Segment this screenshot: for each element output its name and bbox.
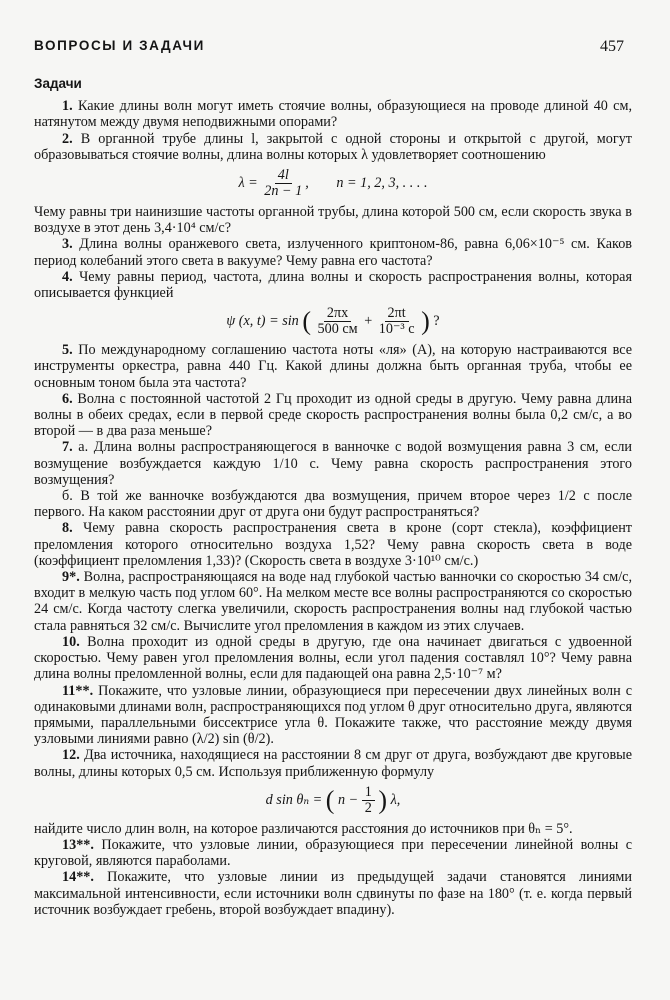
fraction-numerator: 1: [362, 785, 375, 801]
formula-fraction: [362, 785, 375, 816]
formula-lhs: λ =: [238, 174, 258, 191]
problem-number: 4.: [62, 268, 73, 285]
running-head: [34, 38, 624, 58]
problem-number: 8.: [62, 520, 73, 537]
problem-number: 9*.: [62, 569, 80, 586]
problem-7a: [34, 439, 632, 488]
problem-text: а. Длина волны распространяющегося в ванночке с водой возмущения равна 3 см, если возмущение возбуждается каждую 1/10 с. Чему равна скорость распространения этого возмущения?: [34, 439, 632, 488]
problem-10: [34, 634, 632, 683]
problem-12: [34, 747, 632, 779]
problem-number: 1.: [62, 98, 73, 115]
fraction-numerator: 4l: [275, 168, 292, 184]
problem-number: 2.: [62, 130, 73, 147]
formula-wave-function: ψ (x, t) = sin ( 2πx 500 см + 2πt 10⁻³ с ) ?: [226, 305, 440, 338]
formula-fraction-2: [376, 306, 418, 337]
problem-4: [34, 269, 632, 301]
section-title: Задачи: [34, 76, 82, 91]
fraction-numerator: 2πx: [324, 306, 351, 322]
formula-fraction-1: [315, 306, 361, 337]
page-number: 457: [600, 38, 624, 55]
problem-7b: б. В той же ванночке возбуждаются два возмущения, причем второе через 1/2 с после первого. На каком расстоянии друг от друга они будут распространяться?: [34, 488, 632, 521]
problem-number: 3.: [62, 236, 73, 253]
problem-6: [34, 391, 632, 440]
problem-text: Какие длины волн могут иметь стоячие волны, образующиеся на проводе длиной 40 см, натянутом между двумя неподвижными опорами?: [34, 98, 633, 131]
problem-text: Длина волны оранжевого света, излученного криптоном-86, равна 6,06×10⁻⁵ см. Каков период колебаний этого света в вакууме? Чему равна его частота?: [34, 236, 633, 269]
formula-plus: +: [364, 313, 373, 329]
formula-lhs: d sin θₙ =: [265, 791, 323, 808]
problem-text: Покажите, что узловые линии, образующиеся при пересечении линейной волны с круговой, являются параболами.: [34, 836, 632, 870]
problem-number: 11**.: [62, 682, 94, 699]
problem-text: Покажите, что узловые линии из предыдущей задачи становятся линиями максимальной интенсивности, если источники волн сдвинуты по фазе на 180° (т. е. когда первый источник возбуждает гребень, второй возбуждает впадину).: [34, 869, 632, 918]
fraction-numerator: 2πt: [385, 306, 409, 322]
problem-number: 12.: [62, 747, 80, 764]
problem-text: Волна с постоянной частотой 2 Гц проходит из одной среды в другую. Чему равна длина волны в обеих средах, если в первой среде скорость распространения волны была 0,2 см/с, а во второй — в два раза меньше?: [34, 390, 633, 440]
problem-text: Волна, распространяющаяся на воде над глубокой частью ванночки со скоростью 34 см/с, входит в мелкую часть под углом 60°. На мелком месте все волны распространяются со скоростью 24 см/с. Когда частоту слегка увеличили, скорость распространения волны над глубокой частью стала равняться 32 см/с. Вычислите угол преломления в каждом из этих случаев.: [34, 569, 632, 634]
problem-number: 13**.: [62, 836, 94, 853]
formula-wavelength: λ = $\frac{4l}{2n - 1}$ , n = 1, 2, 3, . . . .: [238, 167, 428, 200]
problem-text: Покажите, что узловые линии, образующиеся при пересечении двух линейных волн с одинаковыми длинами волн, распространяющихся под углом θ друг относительно друга, являются прямыми, параллельными биссектрисе угла θ. Покажите также, что расстояние между двумя узловыми линиями равно (λ/2) sin (θ/2).: [34, 682, 633, 748]
problem-2-continuation: Чему равны три наинизшие частоты органной трубы, длина которой 500 см, если скорость звука в воздухе в этот день 3,4·10⁴ см/с?: [34, 204, 632, 237]
problem-text: Чему равна скорость распространения света в кроне (сорт стекла), коэффициент преломления которого относительно воздуха 1,52? Чему равна скорость света в воде (коэффициент преломления 1,33)? (Скорость света в воздухе 3·10¹⁰ см/с.): [34, 520, 632, 569]
fraction-denominator: 500 см: [317, 321, 358, 338]
problem-text: В органной трубе длины l, закрытой с одной стороны и открытой с другой, могут образовываться стоячие волны, длина волны которых λ удовлетворяет соотношению: [34, 130, 632, 163]
formula-fraction: [261, 168, 305, 199]
running-title: ВОПРОСЫ И ЗАДАЧИ: [34, 38, 205, 53]
problem-text: Волна проходит из одной среды в другую, где она начинает двигаться с удвоенной скоростью. Чему равен угол преломления волны, если угол падения составлял 10°? Чему равна длина волны преломленной волны, если для падающей она равна 2,5·10⁻⁷ м?: [34, 633, 633, 683]
problem-5: [34, 342, 632, 391]
formula-path-difference: d sin θₙ = ( n − $\frac{1}{2}$ ) λ,: [265, 783, 401, 816]
problem-11: [34, 683, 632, 748]
problem-number: 7.: [62, 439, 73, 456]
problem-1: [34, 98, 632, 130]
formula-rhs: λ,: [390, 791, 401, 808]
fraction-denominator: 2: [364, 799, 372, 816]
problem-13: [34, 837, 632, 869]
problem-number: 6.: [62, 390, 73, 407]
problem-number: 5.: [62, 342, 73, 359]
problem-text: Два источника, находящиеся на расстоянии 8 см друг от друга, возбуждают две круговые волны, длины которых 0,5 см. Используя приближенную формулу: [34, 747, 633, 780]
problem-text: Чему равны период, частота, длина волны и скорость распространения волны, которая описывается функцией: [34, 268, 633, 302]
problems-section: [34, 76, 632, 918]
formula-tail: n = 1, 2, 3, . . . .: [336, 174, 428, 191]
problem-number: 10.: [62, 633, 80, 650]
problem-8: [34, 520, 632, 569]
fraction-denominator: 10⁻³ с: [378, 321, 415, 338]
problem-3: [34, 236, 632, 268]
problem-14: [34, 869, 632, 918]
formula-question-mark: ?: [433, 313, 440, 329]
problem-12-continuation: найдите число длин волн, на которое различаются расстояния до источников при θₙ = 5°.: [34, 820, 573, 837]
problem-number: 14**.: [62, 869, 94, 886]
formula-lhs: ψ (x, t) = sin: [226, 313, 299, 329]
problem-9: [34, 569, 632, 634]
formula-inner-left: n −: [338, 791, 359, 808]
fraction-denominator: 2n − 1: [264, 183, 303, 200]
problem-2: [34, 131, 632, 163]
problem-text: По международному соглашению частота ноты «ля» (А), на которую настраиваются все инструменты оркестра, равна 440 Гц. Какой длины должна быть органная труба, чтобы ее основным тоном была эта частота?: [34, 342, 633, 391]
